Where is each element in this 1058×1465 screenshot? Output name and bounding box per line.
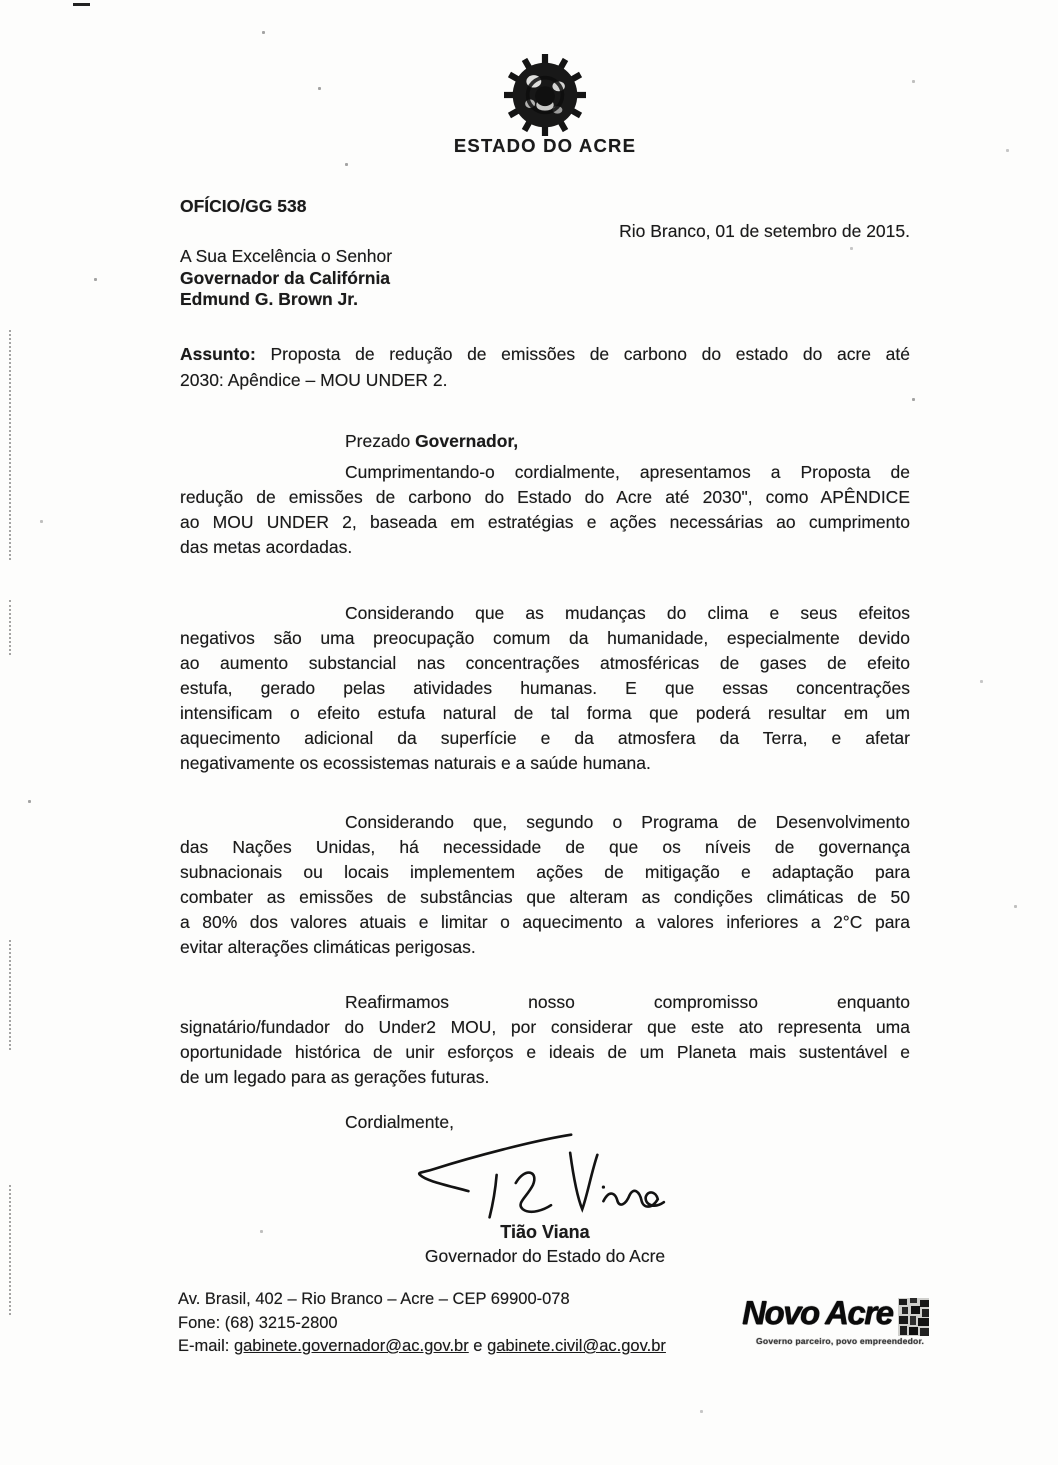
footer-address: Av. Brasil, 402 – Rio Branco – Acre – CEP 69900-078 — [178, 1290, 570, 1308]
salutation-bold: Governador, — [415, 431, 519, 451]
addressee-block — [180, 246, 910, 311]
paragraph-line: a 80% dos valores atuais e limitar o aquecimento a valores inferiores a 2°C para — [180, 912, 910, 932]
scan-speck — [318, 87, 321, 90]
salutation-pre: Prezado — [345, 431, 411, 451]
footer-phone: Fone: (68) 3215-2800 — [178, 1313, 338, 1332]
signer-name: Tião Viana — [500, 1222, 590, 1242]
footer-email-link-2[interactable]: gabinete.civil@ac.gov.br — [487, 1337, 666, 1355]
paragraph-line: redução de emissões de carbono do Estado do Acre até 2030", como APÊNDICE — [180, 487, 910, 507]
scan-speck — [912, 398, 915, 401]
subject-line-2: 2030: Apêndice – MOU UNDER 2. — [180, 370, 448, 390]
scan-speck — [94, 278, 97, 281]
estado-do-acre-coat-of-arms-icon — [503, 54, 587, 136]
scan-speck — [40, 520, 43, 523]
handwritten-signature-icon — [412, 1126, 684, 1228]
paragraph-line: intensificam o efeito estufa natural de tal forma que poderá resultar em um — [180, 703, 910, 723]
scan-speck — [345, 163, 348, 166]
addressee-salutation: A Sua Excelência o Senhor — [180, 246, 393, 266]
scan-speck — [1014, 905, 1017, 908]
paragraph-line: Cumprimentando-o cordialmente, apresentamos a Proposta de — [345, 462, 910, 482]
paragraph-line: oportunidade histórica de unir esforços e ideais de um Planeta mais sustentável e — [180, 1042, 910, 1062]
scan-speck — [700, 1410, 703, 1413]
subject-block — [180, 341, 910, 393]
salutation — [180, 429, 1058, 454]
paragraph-line: Considerando que as mudanças do clima e seus efeitos — [345, 603, 910, 623]
signer-title: Governador do Estado do Acre — [424, 1246, 666, 1266]
paragraph-line: Reafirmamos nosso compromisso enquanto — [345, 992, 910, 1012]
scan-artifact-dotted-edge — [9, 600, 11, 655]
subject-label: Assunto: — [180, 344, 256, 364]
addressee-title: Governador da Califórnia — [180, 267, 391, 288]
paragraph-line: Considerando que, segundo o Programa de Desenvolvimento — [345, 812, 910, 832]
paragraph-1 — [180, 460, 910, 560]
addressee-name: Edmund G. Brown Jr. — [180, 289, 358, 309]
org-title: ESTADO DO ACRE — [453, 135, 637, 156]
paragraph-2 — [180, 601, 910, 776]
closing: Cordialmente, — [345, 1112, 454, 1132]
paragraph-line: ao MOU UNDER 2, baseada em estratégias e ações necessárias ao cumprimento — [180, 512, 910, 532]
paragraph-line: evitar alterações climáticas perigosas. — [180, 937, 476, 957]
novo-acre-logo-text: Novo Acre — [742, 1294, 893, 1331]
paragraph-line: ao aumento substancial nas concentrações atmosféricas de gases de efeito — [180, 653, 910, 673]
paragraph-line: signatário/fundador do Under2 MOU, por considerar que este ato representa uma — [180, 1017, 910, 1037]
novo-acre-pixel-emblem-icon — [897, 1296, 930, 1338]
paragraph-line: estufa, gerado pelas atividades humanas. E que essas concentrações — [180, 678, 910, 698]
paragraph-line: negativos são uma preocupação comum da humanidade, especialmente devido — [180, 628, 910, 648]
scan-artifact-dotted-edge — [9, 330, 11, 560]
scan-artifact-dotted-edge — [9, 1185, 11, 1315]
scan-artifact-dotted-edge — [9, 940, 11, 1050]
scan-artifact-dash — [73, 3, 90, 6]
novo-acre-tagline: Governo parceiro, povo empreendedor. — [756, 1336, 925, 1346]
paragraph-line: combater as emissões de substâncias que alteram as condições climáticas de 50 — [180, 887, 910, 907]
scan-speck — [980, 680, 983, 683]
subject-line-1 — [180, 341, 910, 367]
paragraph-line: das Nações Unidas, há necessidade de que os níveis de governança — [180, 837, 910, 857]
subject-text: Proposta de redução de emissões de carbono do estado do acre até — [270, 344, 910, 364]
paragraph-line: subnacionais ou locais implementem ações de mitigação e adaptação para — [180, 862, 910, 882]
paragraph-3 — [180, 810, 910, 960]
scan-speck — [28, 800, 31, 803]
scan-speck — [262, 31, 265, 34]
paragraph-4 — [180, 990, 910, 1090]
footer-email-line — [178, 1335, 778, 1359]
scan-speck — [912, 80, 915, 83]
paragraph-line: aquecimento adicional da superfície e da atmosfera da Terra, e afetar — [180, 728, 910, 748]
footer-email-conjunction: e — [473, 1337, 483, 1355]
scan-speck — [1006, 149, 1009, 152]
footer-email-link-1[interactable]: gabinete.governador@ac.gov.br — [233, 1337, 469, 1355]
novo-acre-logo — [742, 1296, 954, 1346]
footer-contact-block — [178, 1288, 778, 1359]
document-reference: OFÍCIO/GG 538 — [180, 196, 307, 216]
paragraph-line: de um legado para as gerações futuras. — [180, 1067, 490, 1087]
paragraph-line: negativamente os ecossistemas naturais e a saúde humana. — [180, 753, 651, 773]
footer-email-label: E-mail: — [178, 1337, 230, 1355]
date-line: Rio Branco, 01 de setembro de 2015. — [619, 221, 910, 241]
paragraph-line: das metas acordadas. — [180, 537, 353, 557]
